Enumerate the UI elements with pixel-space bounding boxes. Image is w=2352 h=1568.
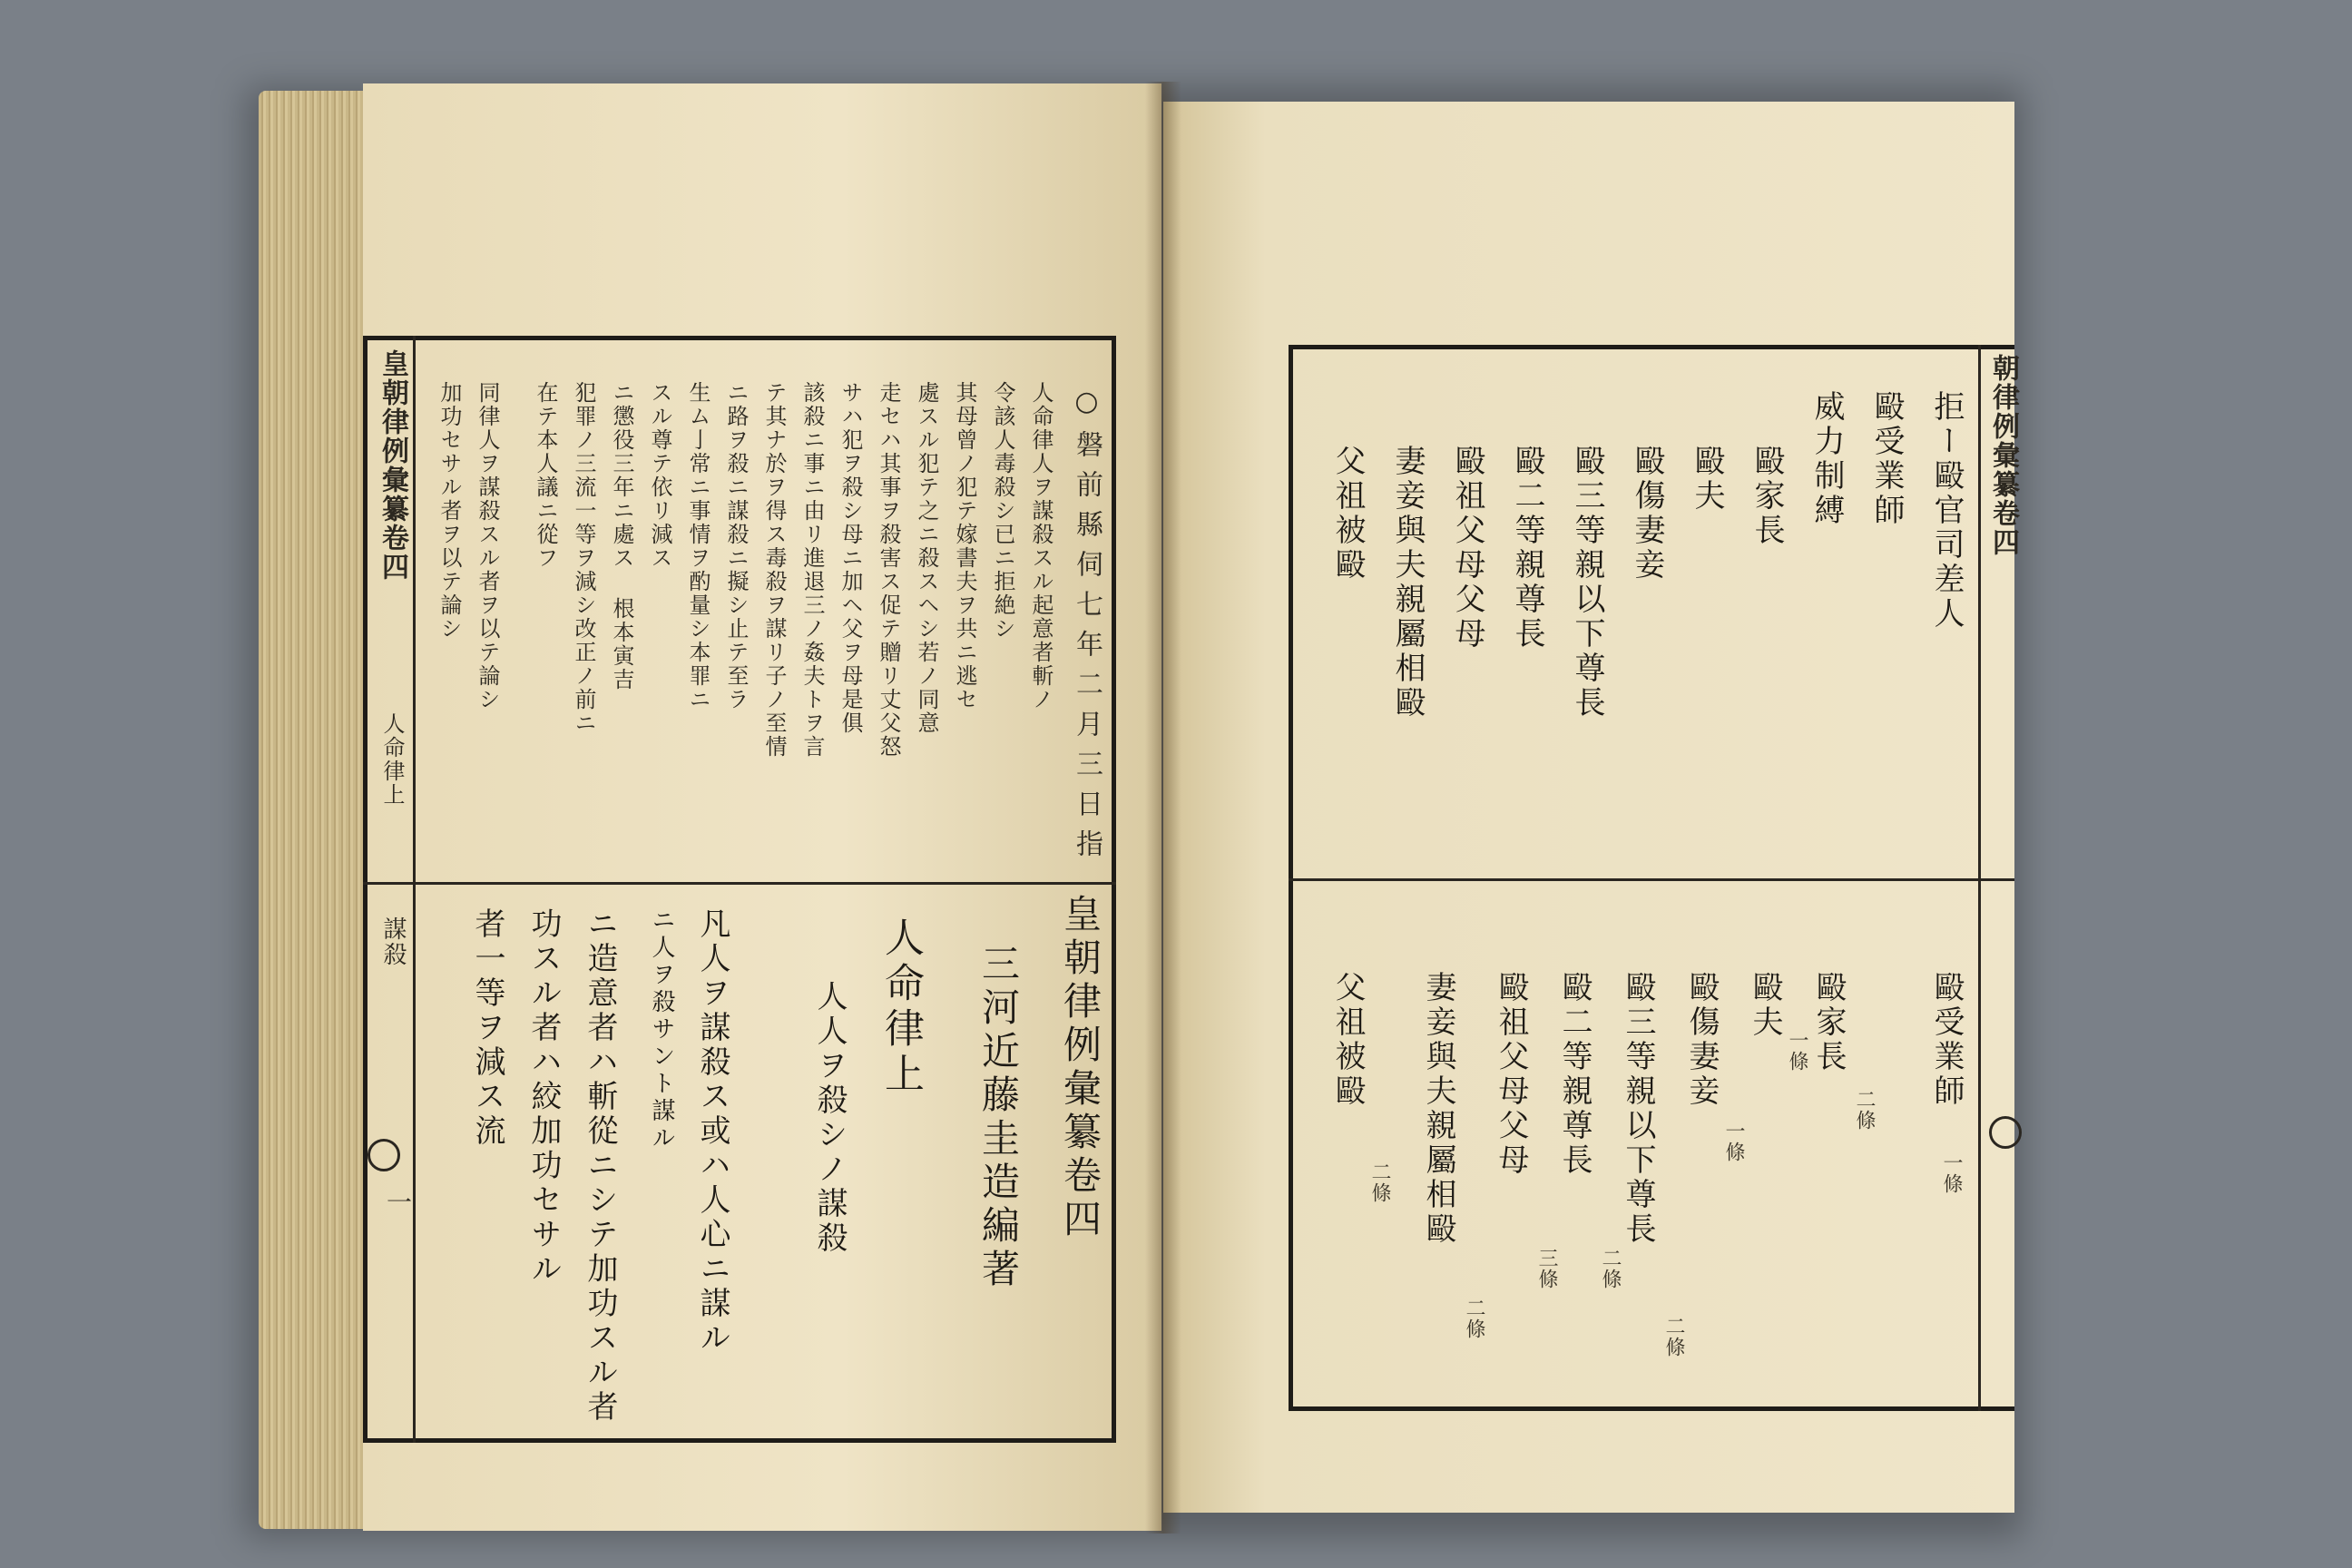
upper-list-item: 毆二等親尊長 xyxy=(1509,445,1545,652)
lower-item-label: 毆夫 xyxy=(1747,971,1783,1040)
upper-body-line: サハ犯ヲ殺シ母ニ加ヘ父ヲ母是俱 xyxy=(838,381,863,735)
left-upper-body xyxy=(431,381,1057,871)
upper-body-line: ニ路ヲ殺ニ謀殺ニ擬シ止テ至ラ xyxy=(723,381,749,711)
lower-item-label: 毆家長 xyxy=(1810,971,1847,1074)
lower-item-label: 毆傷妻妾 xyxy=(1683,971,1720,1109)
right-margin-circle-mark xyxy=(1989,1116,2022,1149)
article-line: 者一等ヲ減ス流 xyxy=(469,907,505,1149)
right-upper-list xyxy=(1307,390,1969,862)
upper-body-line: 在テ本人議ニ從フ xyxy=(533,381,558,570)
section-title: 人人ヲ殺シノ謀殺 xyxy=(811,980,848,1256)
lower-item-count: 二條 xyxy=(1599,1248,1622,1289)
upper-list-item: 威力制縛 xyxy=(1808,390,1845,528)
upper-list-item: 毆受業師 xyxy=(1868,390,1905,528)
left-page-divider xyxy=(363,882,1116,885)
lower-item-count: 一條 xyxy=(1786,1030,1808,1072)
right-lower-list xyxy=(1307,971,1969,1397)
upper-body-line: 犯罪ノ三流一等ヲ減シ改正ノ前ニ xyxy=(571,381,596,735)
right-margin-rule xyxy=(1978,345,1981,1411)
upper-list-item: 毆夫 xyxy=(1689,445,1725,514)
left-header-text: ○磐前縣伺七年二月三日指 xyxy=(1071,386,1102,869)
lower-item-label: 毆祖父母父母 xyxy=(1493,971,1529,1178)
lower-item-label: 毆受業師 xyxy=(1928,971,1965,1109)
upper-body-line: 該殺ニ事ニ由リ進退三ノ姦夫トヲ言 xyxy=(799,381,825,759)
margin-page-number: 一 xyxy=(383,1189,413,1216)
upper-list-item: 毆祖父母父母 xyxy=(1449,445,1485,652)
margin-circle-mark xyxy=(368,1139,400,1171)
right-page-divider xyxy=(1289,878,2014,881)
upper-body-line: 處スル犯テ之ニ殺スヘシ若ノ同意 xyxy=(914,381,939,735)
upper-body-line: 走セハ其事ヲ殺害ス促テ贈リ丈父怒 xyxy=(876,381,901,759)
lower-item-count: 三條 xyxy=(1535,1248,1558,1289)
lower-item-count: 二條 xyxy=(1853,1089,1876,1131)
article-line: 功スル者ハ絞加功セサル xyxy=(525,907,562,1287)
lower-item-label: 毆二等親尊長 xyxy=(1556,971,1592,1178)
article-line: 凡人ヲ謀殺ス或ハ人心ニ謀ル xyxy=(694,907,730,1356)
upper-list-item: 妻妾與夫親屬相毆 xyxy=(1389,445,1426,720)
lower-item-count: 二條 xyxy=(1662,1316,1685,1357)
upper-list-item: 拒ー毆官司差人 xyxy=(1928,390,1965,632)
lower-item-count: 二條 xyxy=(1463,1298,1485,1339)
lower-item-label: 毆三等親以下尊長 xyxy=(1620,971,1656,1247)
page-stack xyxy=(259,91,372,1529)
margin-chapter: 人命律上 xyxy=(379,712,405,807)
author-line: 三河近藤圭造編著 xyxy=(976,944,1021,1292)
upper-list-item: 毆家長 xyxy=(1749,445,1785,548)
upper-body-line: 同律人ヲ謀殺スル者ヲ以テ論シ xyxy=(475,381,500,711)
lower-item-count: 二條 xyxy=(1368,1161,1391,1203)
upper-body-line: 令該人毒殺シ已ニ拒絶シ xyxy=(990,381,1015,641)
book-title: 皇朝律例彙纂卷四 xyxy=(1058,894,1102,1242)
upper-body-line: スル尊テ依リ減ス xyxy=(647,381,672,570)
upper-body-line: 人命律人ヲ謀殺スル起意者斬ノ xyxy=(1028,381,1054,711)
right-margin-title: 朝律例彙纂卷四 xyxy=(1987,354,2019,557)
lower-item-label: 父祖被毆 xyxy=(1329,971,1366,1109)
book-gutter xyxy=(1145,82,1181,1534)
article-line: ニ人ヲ殺サント謀ル xyxy=(648,907,675,1152)
upper-list-item: 毆三等親以下尊長 xyxy=(1569,445,1605,720)
lower-item-count: 一條 xyxy=(1940,1152,1963,1194)
left-margin-rule xyxy=(413,336,416,1443)
upper-list-item: 毆傷妻妾 xyxy=(1629,445,1665,583)
upper-body-line: 加功セサル者ヲ以テ論シ xyxy=(436,381,462,641)
upper-body-line: ニ懲役三年ニ處ス 根本寅吉 xyxy=(609,381,634,691)
article-line: ニ造意者ハ斬從ニシテ加功スル者 xyxy=(582,907,618,1425)
lower-item-count: 一條 xyxy=(1722,1121,1745,1162)
margin-section: 謀殺 xyxy=(379,916,407,967)
upper-body-line: 其母曾ノ犯テ嫁書夫ヲ共ニ逃セ xyxy=(952,381,977,711)
margin-book-title: 皇朝律例彙纂卷四 xyxy=(377,349,408,582)
upper-body-line: 生ム亅常ニ事情ヲ酌量シ本罪ニ xyxy=(685,381,710,711)
lower-item-label: 妻妾與夫親屬相毆 xyxy=(1420,971,1456,1247)
chapter-title: 人命律上 xyxy=(877,916,924,1098)
upper-body-line: テ其ナ於ヲ得ス毒殺ヲ謀リ子ノ至情 xyxy=(761,381,787,759)
left-article xyxy=(445,898,735,1434)
upper-list-item: 父祖被毆 xyxy=(1329,445,1366,583)
